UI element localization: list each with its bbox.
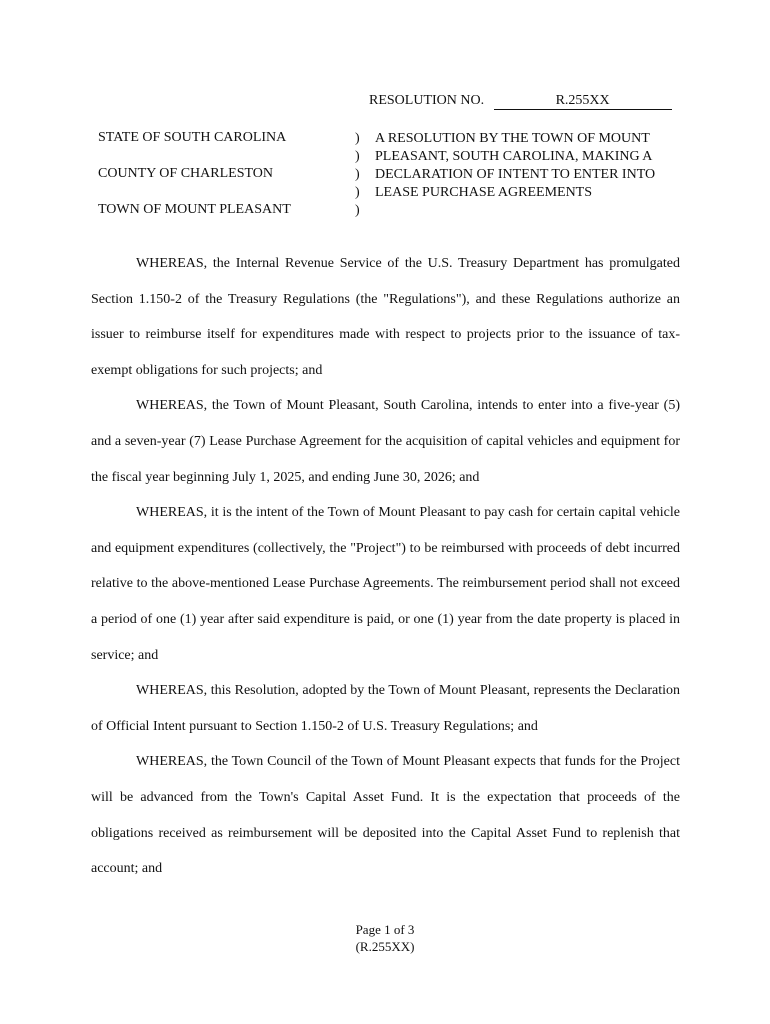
resolution-body — [91, 246, 680, 887]
whereas-paragraph-1: WHEREAS, the Internal Revenue Service of the U.S. Treasury Department has promulgated Section 1.150-2 of the Treasury Regulations (the "Regulations"), and these Regulations authorize an issuer to reimburse itself for expenditures made with respect to projects prior to the issuance of tax-exempt obligations for such projects; and — [91, 256, 680, 378]
resolution-number: R.255XX — [494, 93, 672, 110]
caption-parentheses — [355, 130, 360, 220]
page-number: Page 1 of 3 — [355, 922, 415, 937]
paren-3: ) — [355, 167, 360, 182]
title-line: PLEASANT, SOUTH CAROLINA, MAKING A — [375, 149, 653, 164]
page-footer — [0, 921, 770, 955]
caption-county: COUNTY OF CHARLESTON — [98, 166, 274, 181]
paren-5: ) — [355, 203, 360, 218]
whereas-paragraph-3: WHEREAS, it is the intent of the Town of Mount Pleasant to pay cash for certain capital vehicle and equipment expenditures (collectively, the "Project") to be reimbursed with proceeds of debt incurred relative to the above-mentioned Lease Purchase Agreements. The reimbursement period shall not exceed a period of one (1) year after said expenditure is paid, or one (1) year from the date property is placed in service; and — [91, 505, 680, 663]
whereas-paragraph-5: WHEREAS, the Town Council of the Town of Mount Pleasant expects that funds for the Project will be advanced from the Town's Capital Asset Fund. It is the expectation that proceeds of the obligations received as reimbursement will be deposited into the Capital Asset Fund to replenish that account; and — [91, 754, 680, 877]
caption-town: TOWN OF MOUNT PLEASANT — [98, 202, 291, 217]
whereas-paragraph-2: WHEREAS, the Town of Mount Pleasant, South Carolina, intends to enter into a five-year (5) and a seven-year (7) Lease Purchase Agreement for the acquisition of capital vehicles and equipment for the fiscal year beginning July 1, 2025, and ending June 30, 2026; and — [91, 398, 680, 485]
title-line: A RESOLUTION BY THE TOWN OF MOUNT — [375, 131, 650, 146]
resolution-number-line — [369, 93, 672, 110]
resolution-title — [375, 130, 695, 202]
paren-1: ) — [355, 131, 360, 146]
title-line: DECLARATION OF INTENT TO ENTER INTO — [375, 167, 656, 182]
title-line: LEASE PURCHASE AGREEMENTS — [375, 185, 593, 200]
footer-reference: (R.255XX) — [355, 939, 415, 954]
paren-2: ) — [355, 149, 360, 164]
whereas-paragraph-4: WHEREAS, this Resolution, adopted by the Town of Mount Pleasant, represents the Declaration of Official Intent pursuant to Section 1.150-2 of U.S. Treasury Regulations; and — [91, 683, 680, 734]
paren-4: ) — [355, 185, 360, 200]
caption-state: STATE OF SOUTH CAROLINA — [98, 130, 287, 145]
resolution-label: RESOLUTION NO. — [369, 93, 485, 108]
